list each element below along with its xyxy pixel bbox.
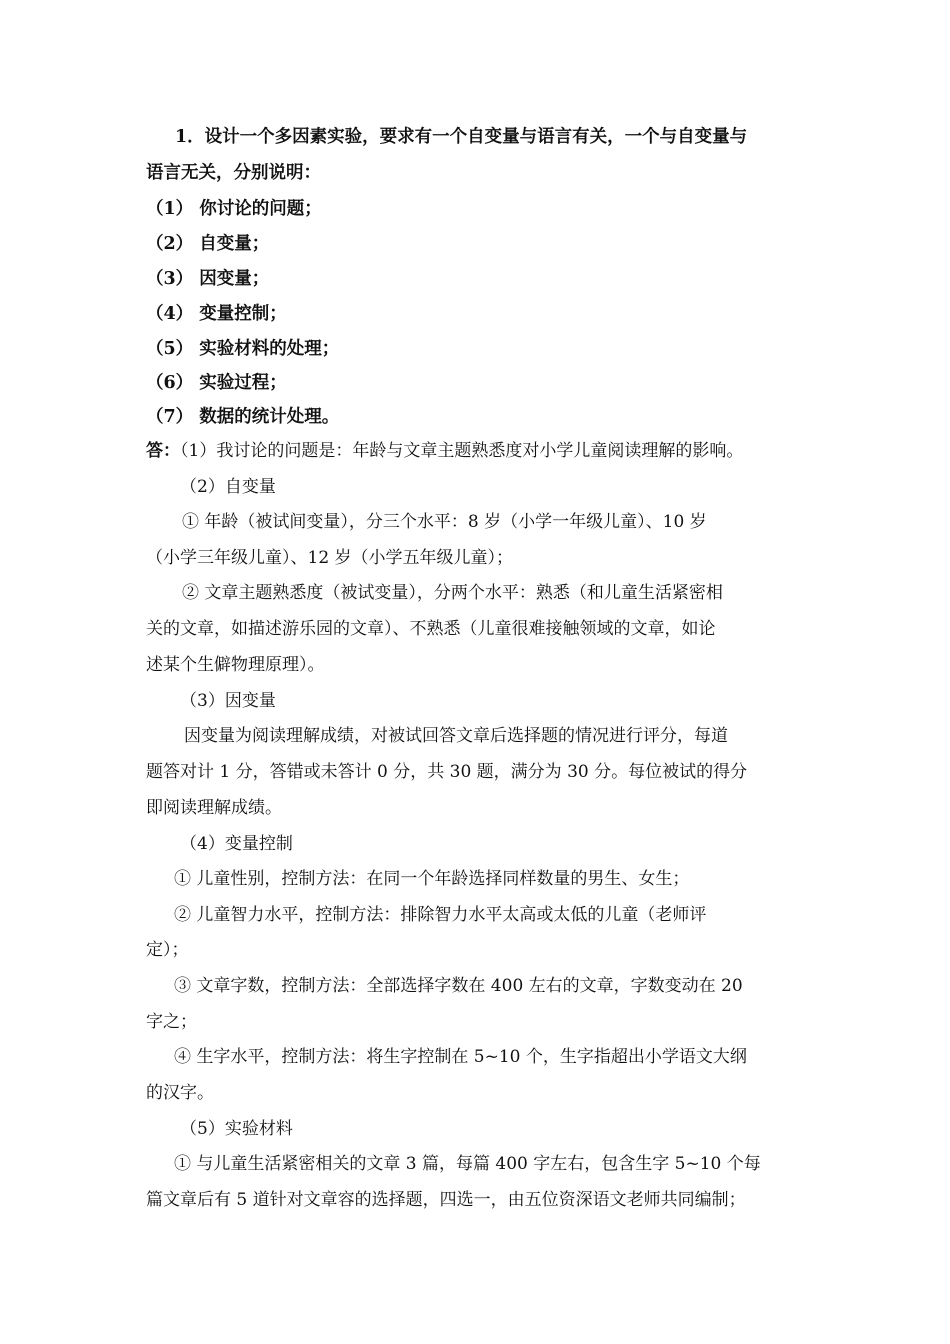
answer-line: ③ 文章字数，控制方法：全部选择字数在 400 左右的文章，字数变动在 20 bbox=[174, 976, 743, 996]
answer-line: 述某个生僻物理原理）。 bbox=[146, 655, 325, 675]
answer-line: ① 与儿童生活紧密相关的文章 3 篇，每篇 400 字左右，包含生字 5~10 个每 bbox=[174, 1154, 761, 1174]
answer-line: （2）自变量 bbox=[180, 477, 276, 497]
answer-line: 定）； bbox=[146, 940, 189, 960]
answer-line: 题答对计 1 分，答错或未答计 0 分，共 30 题，满分为 30 分。每位被试的得分 bbox=[146, 762, 748, 782]
answer-line: 因变量为阅读理解成绩，对被试回答文章后选择题的情况进行评分，每道 bbox=[184, 726, 728, 746]
answer-line: （3）因变量 bbox=[180, 691, 276, 711]
answer-first-line bbox=[146, 438, 743, 464]
answer-line: ② 儿童智力水平，控制方法：排除智力水平太高或太低的儿童（老师评 bbox=[174, 905, 707, 925]
answer-question-text: （1）我讨论的问题是：年龄与文章主题熟悉度对小学儿童阅读理解的影响。 bbox=[180, 441, 744, 461]
answer-line: 篇文章后有 5 道针对文章容的选择题，四选一，由五位资深语文老师共同编制； bbox=[146, 1190, 746, 1210]
answer-line: （小学三年级儿童）、12 岁（小学五年级儿童）； bbox=[146, 548, 514, 568]
question-line-1: 1．设计一个多因素实验，要求有一个自变量与语言有关，一个与自变量与 bbox=[175, 127, 748, 147]
question-item: （4） 变量控制； bbox=[146, 304, 287, 324]
answer-line: 关的文章，如描述游乐园的文章）、不熟悉（儿童很难接触领域的文章，如论 bbox=[146, 619, 716, 639]
question-item: （3） 因变量； bbox=[146, 269, 270, 289]
question-item: （6） 实验过程； bbox=[146, 373, 287, 393]
answer-line: ① 年龄（被试间变量），分三个水平：8 岁（小学一年级儿童）、10 岁 bbox=[182, 512, 707, 532]
answer-line: 的汉字。 bbox=[146, 1083, 214, 1103]
question-item: （2） 自变量； bbox=[146, 234, 270, 254]
answer-line: ② 文章主题熟悉度（被试变量），分两个水平：熟悉（和儿童生活紧密相 bbox=[182, 583, 723, 603]
answer-line: ① 儿童性别，控制方法：在同一个年龄选择同样数量的男生、女生； bbox=[174, 869, 690, 889]
answer-line: （4）变量控制 bbox=[180, 834, 293, 854]
answer-line: （5）实验材料 bbox=[180, 1119, 293, 1139]
question-line-2: 语言无关，分别说明： bbox=[146, 163, 321, 183]
question-item: （7） 数据的统计处理。 bbox=[146, 407, 340, 427]
answer-line: ④ 生字水平，控制方法：将生字控制在 5~10 个，生字指超出小学语文大纲 bbox=[174, 1047, 747, 1067]
answer-line: 即阅读理解成绩。 bbox=[146, 798, 282, 818]
answer-label: 答： bbox=[146, 441, 180, 461]
question-item: （5） 实验材料的处理； bbox=[146, 339, 340, 359]
answer-line: 字之； bbox=[146, 1012, 197, 1032]
question-item: （1） 你讨论的问题； bbox=[146, 199, 322, 219]
